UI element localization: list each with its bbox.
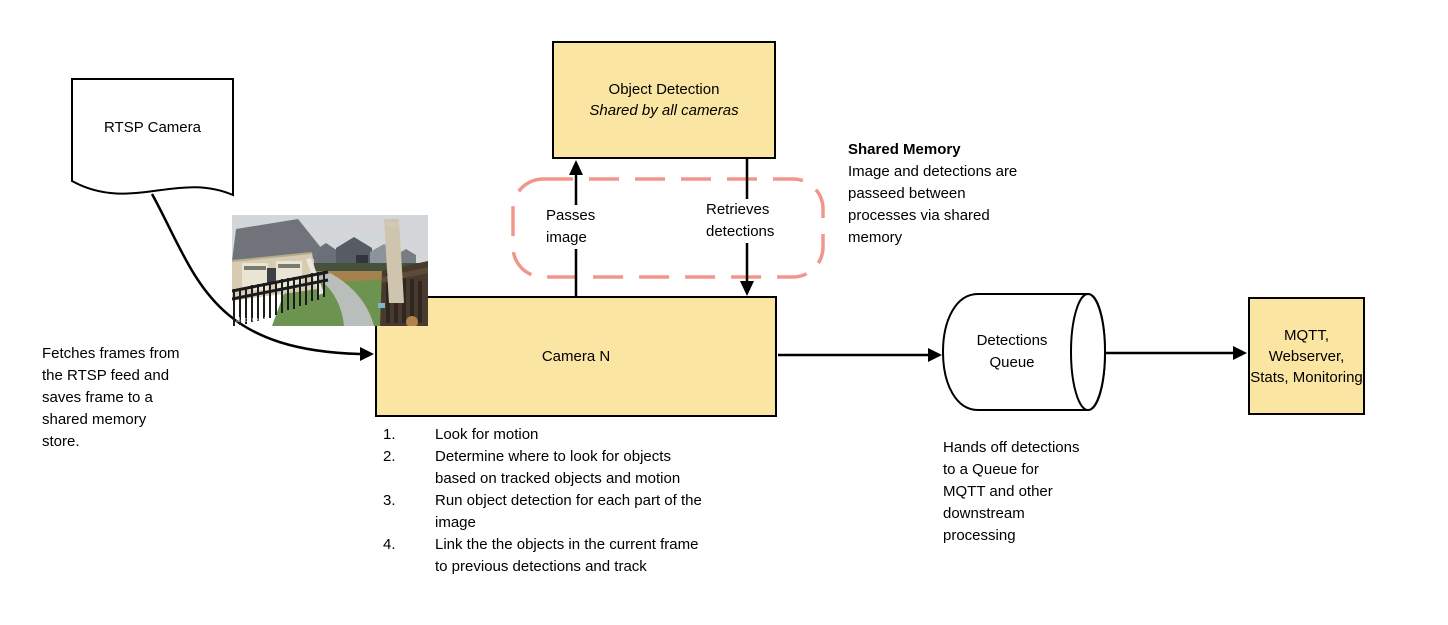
step-number: 4. [383,536,396,553]
camera-step-row [383,468,702,490]
step-text: Run object detection for each part of the [435,492,702,509]
hands-off-note-line: Hands off detections [943,439,1080,456]
passes-image-label-line1: Passes [546,207,596,224]
mqtt-label-line1: MQTT, Webserver, [1268,326,1345,365]
shared-memory-note-line: memory [848,229,903,246]
object-detection-subtitle: Shared by all cameras [589,102,739,119]
hands-off-note-line: processing [943,527,1016,544]
mqtt-label-line2: Stats, Monitoring [1250,368,1363,386]
fetches-note-line: Fetches frames from [42,345,180,362]
camera-step-row [383,534,702,556]
camera-to-queue-arrowhead [928,348,942,362]
step-number: 3. [383,492,396,509]
step-text: image [435,514,476,531]
photo-timestamp: 2019-03-06 09:00 [352,222,404,229]
retrieves-detections-arrowhead [740,281,754,296]
step-number [383,512,435,534]
hands-off-note-line: MQTT and other [943,483,1053,500]
photo-watermark: Backyard [236,317,266,324]
step-text: Link the the objects in the current frame [435,536,699,553]
camera-step-row [383,556,702,578]
camera-step-row [383,446,702,468]
object-detection-title: Object Detection [608,81,720,98]
rtsp-to-camera-arrowhead [360,347,374,361]
detections-queue-label-line1: Detections [976,332,1048,349]
camera-steps-list [383,424,702,578]
retrieves-detections-label-line1: Retrieves [706,201,770,218]
hands-off-note-line: to a Queue for [943,461,1039,478]
camera-feed-photo [232,215,428,326]
step-text: based on tracked objects and motion [435,470,681,487]
rtsp-camera-label: RTSP Camera [104,119,201,136]
shared-memory-note-title: Shared Memory [848,141,961,158]
step-text: Determine where to look for objects [435,448,671,465]
mqtt-node [1248,297,1365,415]
hands-off-note-line: downstream [943,505,1025,522]
camera-step-row [383,490,702,512]
camera-n-node [375,296,777,417]
fetches-frames-note [42,343,180,453]
detections-queue-cylinder-cap [1071,294,1105,410]
fetches-note-line: the RTSP feed and [42,367,170,384]
step-number [383,468,435,490]
detections-queue-label-line2: Queue [989,354,1035,371]
shared-memory-note-line: passeed between [848,185,966,202]
retrieves-detections-label [704,199,776,243]
step-text: to previous detections and track [435,558,647,575]
hands-off-note [943,437,1079,547]
shared-memory-note-line: Image and detections are [848,163,1018,180]
shared-memory-note [848,139,1017,249]
detections-queue-label [948,330,1076,374]
step-number [383,556,435,578]
object-detection-node [552,41,776,159]
camera-step-row [383,512,702,534]
passes-image-arrowhead [569,160,583,175]
step-number: 1. [383,426,396,443]
shared-memory-note-line: processes via shared [848,207,990,224]
passes-image-label-line2: image [546,229,587,246]
camera-step-row [383,424,702,446]
fetches-note-line: store. [42,433,80,450]
fetches-note-line: saves frame to a [42,389,153,406]
camera-n-label: Camera N [541,348,611,365]
retrieves-detections-label-line2: detections [706,223,775,240]
step-number: 2. [383,448,396,465]
camera-feed-photo-art [232,215,428,326]
fetches-note-line: shared memory [42,411,147,428]
step-text: Look for motion [435,426,539,443]
queue-to-mqtt-arrowhead [1233,346,1247,360]
passes-image-label [544,205,597,249]
